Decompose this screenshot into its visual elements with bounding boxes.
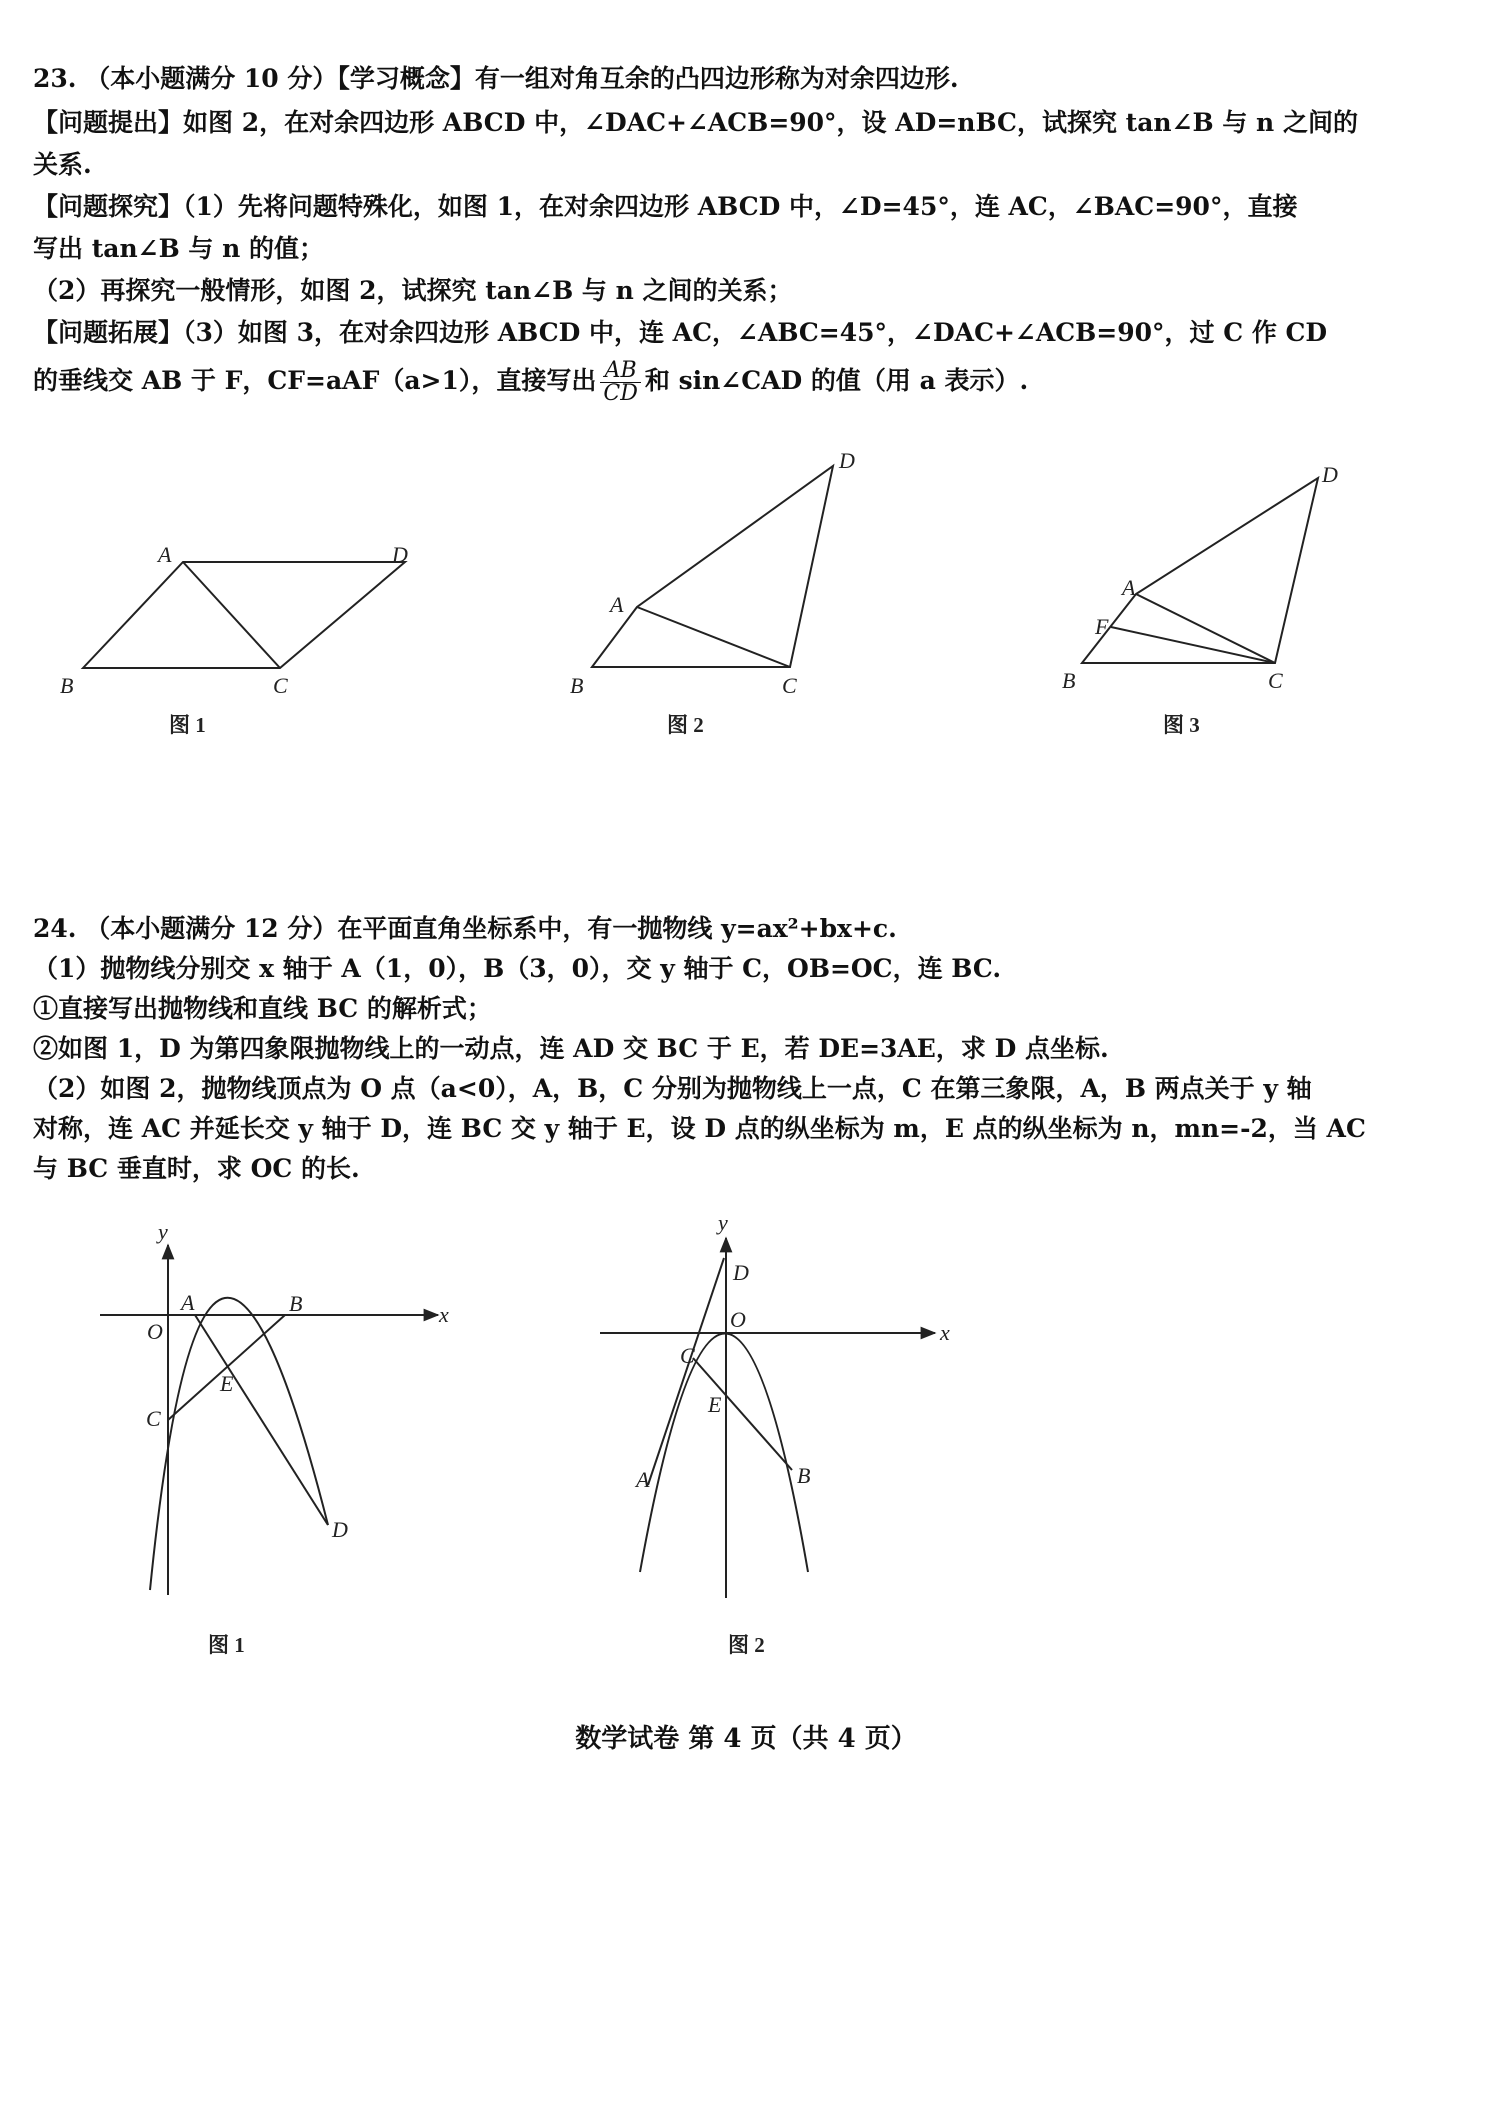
- fig2-label-d: D: [839, 448, 855, 473]
- q23-line-1: 23. （本小题满分 10 分）【学习概念】有一组对角互余的凸四边形称为对余四边形.: [33, 64, 959, 93]
- fig3-caption: 图 3: [1163, 713, 1200, 737]
- q23-line-6: （2）再探究一般情形，如图 2，试探究 tan∠B 与 n 之间的关系；: [33, 276, 793, 305]
- fig3-label-d: D: [1322, 462, 1338, 487]
- fig1-caption: 图 1: [169, 713, 206, 737]
- fig24-1-label-c: C: [146, 1406, 161, 1431]
- fig24-1-parabola: [150, 1298, 328, 1590]
- fig1-label-c: C: [273, 673, 288, 698]
- q24-line-1: 24. （本小题满分 12 分）在平面直角坐标系中，有一抛物线 y=ax²+bx+c.: [33, 914, 897, 943]
- fraction-denominator: CD: [603, 381, 638, 406]
- q23-line-8-after: 和 sin∠CAD 的值（用 a 表示）.: [644, 366, 1029, 395]
- q24-line-2: （1）抛物线分别交 x 轴于 A（1，0），B（3，0），交 y 轴于 C，OB=OC，连 BC.: [33, 954, 1002, 983]
- fig24-2-caption: 图 2: [728, 1633, 765, 1657]
- fig24-2-label-x: x: [940, 1320, 950, 1345]
- q23-line-7: 【问题拓展】（3）如图 3，在对余四边形 ABCD 中，连 AC，∠ABC=45°，∠DAC+∠ACB=90°，过 C 作 CD: [33, 318, 1328, 347]
- fig24-2-label-c: C: [680, 1343, 695, 1368]
- q24-line-4: ②如图 1，D 为第四象限抛物线上的一动点，连 AD 交 BC 于 E，若 DE=3AE，求 D 点坐标.: [33, 1034, 1109, 1063]
- q23-line-8-before: 的垂线交 AB 于 F，CF=aAF（a>1），直接写出: [33, 366, 597, 395]
- fig24-1-caption: 图 1: [208, 1633, 245, 1657]
- fig24-1-label-a: A: [181, 1290, 195, 1315]
- fig24-1-label-y: y: [158, 1219, 168, 1244]
- fig24-2-label-d: D: [733, 1260, 749, 1285]
- fraction-numerator: AB: [600, 360, 640, 383]
- fig3-label-a: A: [1122, 575, 1136, 600]
- fig24-2-label-b: B: [797, 1463, 811, 1488]
- fig24-1-label-d: D: [332, 1517, 348, 1542]
- fig3-label-b: B: [1062, 668, 1076, 693]
- fig24-2-label-y: y: [718, 1210, 728, 1235]
- fig3-label-c: C: [1268, 668, 1283, 693]
- fig2-label-c: C: [782, 673, 797, 698]
- q24-line-3: ①直接写出抛物线和直线 BC 的解析式；: [33, 994, 492, 1023]
- fig24-2-label-o: O: [730, 1307, 746, 1332]
- fig2-label-a: A: [610, 592, 624, 617]
- fig2-label-b: B: [570, 673, 584, 698]
- q23-line-5: 写出 tan∠B 与 n 的值；: [33, 234, 324, 263]
- q24-line-5: （2）如图 2，抛物线顶点为 O 点（a<0），A，B，C 分别为抛物线上一点，C 在第三象限，A，B 两点关于 y 轴: [33, 1074, 1312, 1103]
- q24-line-7: 与 BC 垂直时，求 OC 的长.: [33, 1154, 360, 1183]
- page-footer: 数学试卷 第 4 页（共 4 页）: [575, 1724, 917, 1754]
- fig1-label-a: A: [158, 542, 172, 567]
- fig24-2-label-a: A: [636, 1467, 650, 1492]
- fig24-2-label-e: E: [708, 1392, 722, 1417]
- fig2-caption: 图 2: [667, 713, 704, 737]
- fig24-1-line-ad: [195, 1315, 328, 1525]
- fig1-label-b: B: [60, 673, 74, 698]
- q24-line-6: 对称，连 AC 并延长交 y 轴于 D，连 BC 交 y 轴于 E，设 D 点的纵坐标为 m，E 点的纵坐标为 n，mn=-2，当 AC: [33, 1114, 1366, 1143]
- fig24-2-line-ad: [648, 1258, 724, 1485]
- q23-line-2: 【问题提出】如图 2，在对余四边形 ABCD 中，∠DAC+∠ACB=90°，设 AD=nBC，试探究 tan∠B 与 n 之间的: [33, 108, 1358, 137]
- q23-line-3: 关系.: [33, 150, 92, 179]
- fig1-label-d: D: [392, 542, 408, 567]
- q23-line-4: 【问题探究】（1）先将问题特殊化，如图 1，在对余四边形 ABCD 中，∠D=45°，连 AC，∠BAC=90°，直接: [33, 192, 1298, 221]
- fig24-1-label-e: E: [220, 1371, 234, 1396]
- fig24-1-label-o: O: [147, 1319, 163, 1344]
- fig24-1-label-x: x: [439, 1302, 449, 1327]
- fig24-2-parabola: [640, 1334, 811, 1573]
- fig24-1-label-b: B: [289, 1291, 303, 1316]
- fig3-label-f: F: [1095, 614, 1109, 639]
